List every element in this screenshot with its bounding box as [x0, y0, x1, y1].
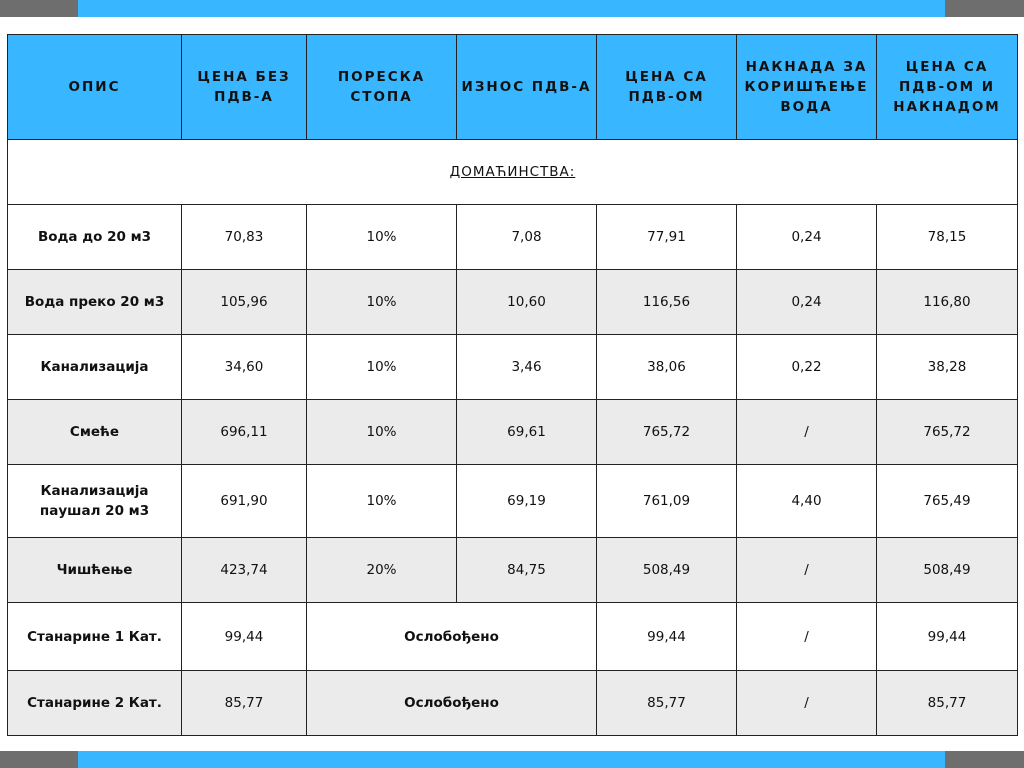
row-total: 38,28 [877, 335, 1018, 400]
row-total: 99,44 [877, 603, 1018, 671]
top-band-center-segment [78, 0, 945, 17]
row-price: 423,74 [182, 538, 307, 603]
bottom-band-left-segment [0, 751, 78, 768]
row-description: Вода преко 20 м3 [8, 270, 182, 335]
top-band-left-segment [0, 0, 78, 17]
section-title: ДОМАЋИНСТВА: [449, 164, 576, 180]
header-tax-rate: ПОРЕСКА СТОПА [307, 35, 457, 140]
row-description: Станарине 1 Кат. [8, 603, 182, 671]
row-rate: 10% [307, 205, 457, 270]
table-row [8, 538, 1018, 603]
row-fee: / [737, 538, 877, 603]
row-price: 696,11 [182, 400, 307, 465]
table-row [8, 205, 1018, 270]
row-fee: 0,24 [737, 270, 877, 335]
row-with-vat: 85,77 [597, 671, 737, 736]
row-description: Канализација [8, 335, 182, 400]
row-rate: 10% [307, 335, 457, 400]
row-description: Чишћење [8, 538, 182, 603]
row-fee: / [737, 400, 877, 465]
row-total: 765,72 [877, 400, 1018, 465]
bottom-band-right-segment [945, 751, 1024, 768]
row-with-vat: 116,56 [597, 270, 737, 335]
row-with-vat: 508,49 [597, 538, 737, 603]
row-fee: 0,22 [737, 335, 877, 400]
price-table [7, 34, 1018, 736]
row-fee: 4,40 [737, 465, 877, 538]
row-description-line1: Канализација [40, 483, 149, 499]
row-price: 105,96 [182, 270, 307, 335]
row-vat: 7,08 [457, 205, 597, 270]
row-total: 116,80 [877, 270, 1018, 335]
header-total: ЦЕНА СА ПДВ-ОМ И НАКНАДОМ [877, 35, 1018, 140]
header-description: ОПИС [8, 35, 182, 140]
row-description [8, 465, 182, 538]
row-with-vat: 99,44 [597, 603, 737, 671]
row-fee: / [737, 671, 877, 736]
section-row [8, 140, 1018, 205]
row-with-vat: 77,91 [597, 205, 737, 270]
row-rate: 10% [307, 400, 457, 465]
bottom-decor-band [0, 751, 1024, 768]
row-description: Смеће [8, 400, 182, 465]
row-rate: 20% [307, 538, 457, 603]
row-vat: 84,75 [457, 538, 597, 603]
row-total: 78,15 [877, 205, 1018, 270]
table-row [8, 465, 1018, 538]
header-row [8, 35, 1018, 140]
row-price: 70,83 [182, 205, 307, 270]
row-price: 691,90 [182, 465, 307, 538]
row-vat: 69,19 [457, 465, 597, 538]
header-vat-amount: ИЗНОС ПДВ-А [457, 35, 597, 140]
row-price: 85,77 [182, 671, 307, 736]
row-description: Вода до 20 м3 [8, 205, 182, 270]
row-rate: 10% [307, 465, 457, 538]
row-with-vat: 38,06 [597, 335, 737, 400]
row-total: 508,49 [877, 538, 1018, 603]
row-total: 85,77 [877, 671, 1018, 736]
row-vat: 3,46 [457, 335, 597, 400]
row-fee: / [737, 603, 877, 671]
row-price: 34,60 [182, 335, 307, 400]
row-vat: 69,61 [457, 400, 597, 465]
top-band-right-segment [945, 0, 1024, 17]
row-description-line2: паушал 20 м3 [39, 503, 150, 519]
section-title-cell [8, 140, 1018, 205]
row-fee: 0,24 [737, 205, 877, 270]
table-row [8, 270, 1018, 335]
row-exempt: Ослобођено [307, 671, 597, 736]
top-decor-band [0, 0, 1024, 17]
row-exempt: Ослобођено [307, 603, 597, 671]
row-price: 99,44 [182, 603, 307, 671]
header-water-fee: НАКНАДА ЗА КОРИШЋЕЊЕ ВОДА [737, 35, 877, 140]
header-price-without-vat: ЦЕНА БЕЗ ПДВ-А [182, 35, 307, 140]
row-vat: 10,60 [457, 270, 597, 335]
row-with-vat: 765,72 [597, 400, 737, 465]
row-with-vat: 761,09 [597, 465, 737, 538]
bottom-band-center-segment [78, 751, 945, 768]
row-total: 765,49 [877, 465, 1018, 538]
table-row [8, 603, 1018, 671]
row-description: Станарине 2 Кат. [8, 671, 182, 736]
row-rate: 10% [307, 270, 457, 335]
table-row [8, 400, 1018, 465]
table-row [8, 335, 1018, 400]
table-row [8, 671, 1018, 736]
header-price-with-vat: ЦЕНА СА ПДВ-ОМ [597, 35, 737, 140]
